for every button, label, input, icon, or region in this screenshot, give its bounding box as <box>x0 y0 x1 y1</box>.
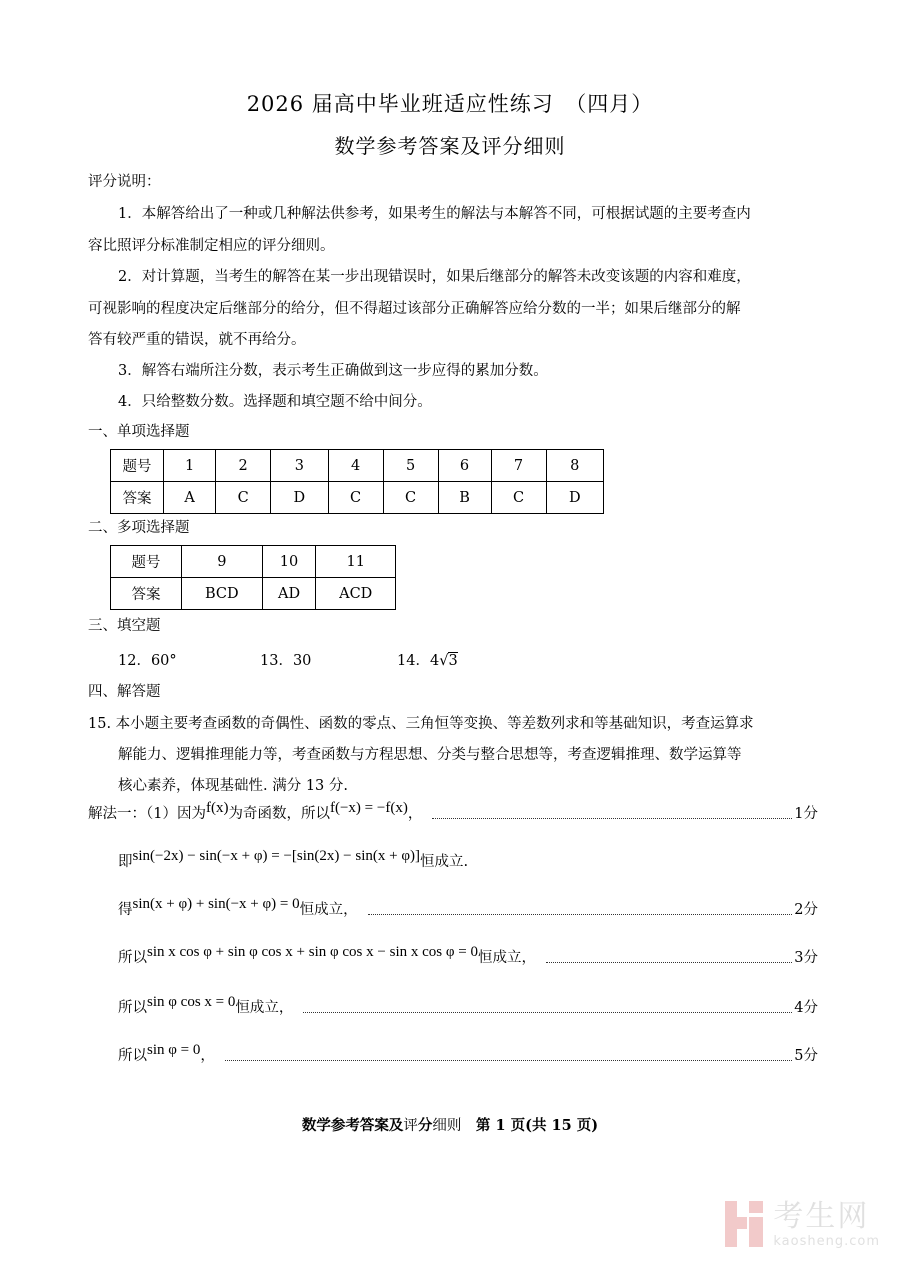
question-number: 3 <box>271 450 328 482</box>
note-1-line-2: 容比照评分标准制定相应的评分细则。 <box>88 238 335 254</box>
question-number: 14． <box>397 653 430 669</box>
footer-text: 分 <box>417 1117 433 1134</box>
answer-cell: A <box>164 482 216 514</box>
fill-answer-13 <box>260 649 311 670</box>
footer-text: 评 <box>403 1118 418 1134</box>
math-expression: f(x) <box>205 800 229 816</box>
step-text: 即 <box>118 854 133 870</box>
step-score: 3分 <box>794 950 818 966</box>
question-number: 5 <box>383 450 438 482</box>
table-row-answers <box>111 578 396 610</box>
answer-cell: D <box>546 482 603 514</box>
question-number: 4 <box>328 450 383 482</box>
single-choice-answer-table <box>110 449 604 514</box>
page-footer <box>0 1114 900 1135</box>
step-text: 恒成立， <box>235 1000 294 1016</box>
answer-value: 4 <box>429 653 440 669</box>
watermark <box>725 1195 880 1253</box>
note-2-line-3: 答有较严重的错误，就不再给分。 <box>88 332 306 348</box>
q15-intro-line-2: 解能力、逻辑推理能力等，考查函数与方程思想、分类与整合思想等，考查逻辑推理、数学运算等 <box>118 747 742 763</box>
watermark-brand-cn: 考生网 <box>773 1198 870 1234</box>
note-2-line-2: 可视影响的程度决定后继部分的给分，但不得超过该部分正确解答应给分数的一半；如果后继部分的解 <box>88 301 741 317</box>
step-text: ， <box>200 1048 215 1064</box>
section-multi-choice-heading: 二、多项选择题 <box>88 520 190 536</box>
row-label: 题号 <box>111 546 182 578</box>
dot-leader <box>368 913 793 915</box>
solution-step-4 <box>118 946 818 967</box>
document-title: 2026 届高中毕业班适应性练习 （四月） <box>246 92 654 116</box>
math-expression: sin(−2x) − sin(−x + φ) = −[sin(2x) − sin(x + φ)] <box>132 848 420 864</box>
answer-value: 30 <box>292 653 312 669</box>
row-label: 答案 <box>111 578 182 610</box>
dot-leader <box>303 1011 792 1013</box>
step-text: 为奇函数，所以 <box>228 806 330 822</box>
document-subtitle: 数学参考答案及评分细则 <box>334 134 566 158</box>
table-row-question-numbers <box>111 546 396 578</box>
answer-cell: C <box>491 482 546 514</box>
answer-cell: C <box>216 482 271 514</box>
answer-cell: BCD <box>182 578 263 610</box>
step-score: 5分 <box>794 1048 818 1064</box>
solution-step-1 <box>88 802 818 823</box>
question-number: 9 <box>182 546 263 578</box>
step-text: 恒成立. <box>419 854 469 870</box>
note-2-line-1: 2．对计算题，当考生的解答在某一步出现错误时，如果后继部分的解答未改变该题的内容和难度， <box>118 269 751 285</box>
step-text: ， <box>407 806 423 822</box>
note-1-line-1: 1．本解答给出了一种或几种解法供参考，如果考生的解法与本解答不同，可根据试题的主要考查内 <box>118 206 751 222</box>
note-4: 4．只给整数分数。选择题和填空题不给中间分。 <box>118 394 432 410</box>
page-number: 第 1 页(共 15 页) <box>461 1117 599 1134</box>
watermark-brand-en: kaosheng.com <box>773 1233 880 1249</box>
kaosheng-logo-icon <box>725 1195 767 1253</box>
footer-text: 数学参考答案及 <box>301 1117 404 1134</box>
answer-cell: D <box>271 482 328 514</box>
math-expression: sin(x + φ) + sin(−x + φ) = 0 <box>132 896 300 912</box>
step-score: 2分 <box>794 902 818 918</box>
question-number: 1 <box>164 450 216 482</box>
math-expression: sin x cos φ + sin φ cos x + sin φ cos x − sin x cos φ = 0 <box>147 944 478 960</box>
math-expression: f(−x) = −f(x) <box>329 800 408 816</box>
note-3: 3．解答右端所注分数，表示考生正确做到这一步应得的累加分数。 <box>118 363 548 379</box>
question-number: 8 <box>546 450 603 482</box>
fill-answer-14 <box>397 649 458 670</box>
dot-leader <box>546 961 792 963</box>
sqrt-icon: √ <box>439 653 449 669</box>
dot-leader <box>225 1059 792 1061</box>
solution-step-5 <box>118 996 818 1017</box>
section-fill-blank-heading: 三、填空题 <box>88 618 161 634</box>
step-text: 恒成立， <box>299 902 358 918</box>
question-number: 2 <box>216 450 271 482</box>
q15-intro-line-1: 15. 本小题主要考查函数的奇偶性、函数的零点、三角恒等变换、等差数列求和等基础知识，考查运算求 <box>88 716 754 732</box>
question-number: 10 <box>262 546 316 578</box>
step-text: 所以 <box>118 1000 147 1016</box>
multi-choice-answer-table <box>110 545 396 610</box>
answer-cell: B <box>438 482 491 514</box>
table-row-answers <box>111 482 604 514</box>
sqrt-radicand: 3 <box>448 653 458 669</box>
step-text: 解法一：（1）因为 <box>88 806 206 822</box>
q15-intro-line-3: 核心素养，体现基础性. 满分 13 分. <box>118 778 348 794</box>
solution-step-6 <box>118 1044 818 1065</box>
step-text: 恒成立， <box>477 950 536 966</box>
answer-cell: ACD <box>316 578 396 610</box>
question-number: 7 <box>491 450 546 482</box>
step-text: 所以 <box>118 950 147 966</box>
step-score: 4分 <box>794 1000 818 1016</box>
row-label: 答案 <box>111 482 164 514</box>
dot-leader <box>432 817 792 819</box>
answer-value: 60° <box>150 653 177 669</box>
answer-cell: AD <box>262 578 316 610</box>
table-row-question-numbers <box>111 450 604 482</box>
question-number: 13． <box>260 653 293 669</box>
question-number: 11 <box>316 546 396 578</box>
fill-answer-12 <box>118 649 177 670</box>
section-solutions-heading: 四、解答题 <box>88 684 161 700</box>
step-score: 1分 <box>794 806 818 822</box>
grading-notes-heading: 评分说明： <box>88 174 161 190</box>
footer-text: 细则 <box>432 1118 462 1134</box>
math-expression: sin φ = 0 <box>147 1042 201 1058</box>
math-expression: sin φ cos x = 0 <box>147 994 236 1010</box>
question-number: 12． <box>118 653 151 669</box>
answer-cell: C <box>328 482 383 514</box>
section-single-choice-heading: 一、单项选择题 <box>88 424 190 440</box>
answer-cell: C <box>383 482 438 514</box>
solution-step-3 <box>118 898 818 919</box>
question-number: 6 <box>438 450 491 482</box>
step-text: 所以 <box>118 1048 147 1064</box>
row-label: 题号 <box>111 450 164 482</box>
step-text: 得 <box>118 902 133 918</box>
solution-step-2 <box>118 850 818 871</box>
